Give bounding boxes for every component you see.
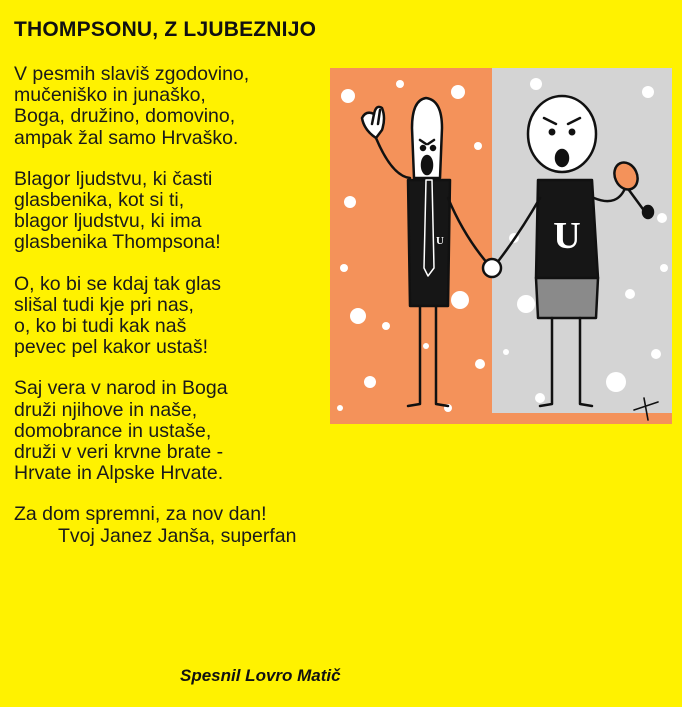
poem-line: o, ko bi tudi kak naš [14, 315, 187, 338]
poem-line: pevec pel kakor ustaš! [14, 336, 209, 359]
signature-line: Tvoj Janez Janša, superfan [58, 524, 297, 547]
handshake [483, 259, 501, 277]
poem-line: Blagor ljudstvu, ki časti [14, 167, 213, 190]
stanza-3 [14, 274, 324, 359]
poem-line: Hrvate in Alpske Hrvate. [14, 462, 224, 485]
right-shirt-letter: U [553, 215, 581, 257]
stanza-4 [14, 378, 324, 484]
left-shirt-letter: U [436, 235, 444, 247]
poem-line: ampak žal samo Hrvaško. [14, 126, 239, 149]
orange-strip [492, 413, 672, 424]
poem-line: druži njihove in naše, [14, 398, 198, 421]
poem-title: THOMPSONU, Z LJUBEZNIJO [14, 18, 317, 41]
poem-line: glasbenika, kot si ti, [14, 189, 185, 212]
poem-line: blagor ljudstvu, ki ima [14, 210, 202, 233]
poem-line: druži v veri krvne brate - [14, 441, 224, 464]
poem-line: V pesmih slaviš zgodovino, [14, 63, 250, 85]
poem-body [14, 64, 324, 547]
author-credit: Spesnil Lovro Matič [180, 666, 341, 685]
poem-closing [14, 504, 324, 546]
poem-line: mučeniško in junaško, [14, 84, 206, 107]
poem-line: Boga, družino, domovino, [14, 105, 236, 128]
poem-line: Saj vera v narod in Boga [14, 377, 228, 400]
closing-line: Za dom spremni, za nov dan! [14, 503, 267, 526]
poem-line: glasbenika Thompsona! [14, 231, 221, 254]
poem-line: domobrance in ustaše, [14, 419, 212, 442]
poem-line: O, ko bi se kdaj tak glas [14, 272, 222, 295]
stanza-1 [14, 64, 324, 149]
cartoon-illustration [330, 68, 672, 424]
stanza-2 [14, 169, 324, 254]
poem-line: slišal tudi kje pri nas, [14, 293, 194, 316]
